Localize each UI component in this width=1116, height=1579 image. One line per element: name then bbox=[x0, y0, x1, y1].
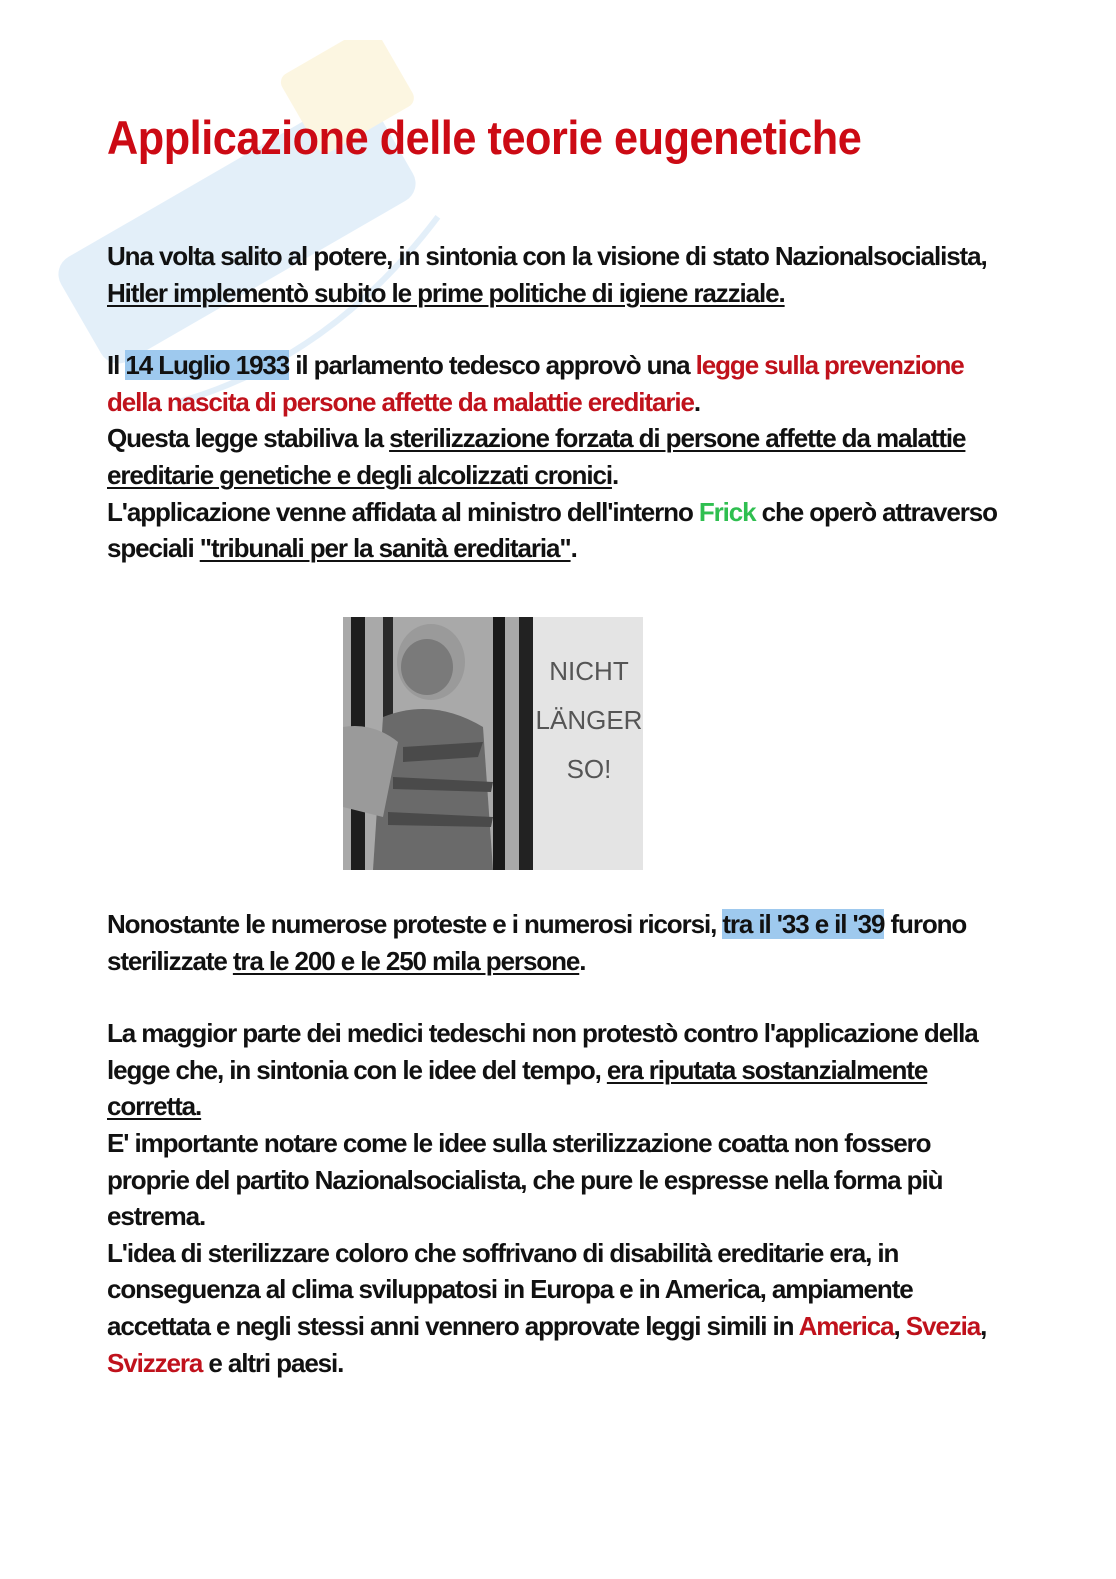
paragraph-law: Il 14 Luglio 1933 il parlamento tedesco approvò una legge sulla prevenzione della nascita di persone affette da malattie ereditarie. Questa legge stabiliva la sterilizzazione forzata di persone affette da malattie ereditarie genetiche e degli alcolizzati cronici. L'applicazione venne affidata al ministro dell'interno Frick che operò attraverso speciali "tribunali per la sanità ereditaria". bbox=[107, 350, 997, 564]
country-svezia: Svezia bbox=[905, 1310, 981, 1341]
underlined-phrase: tra le 200 e le 250 mila persone bbox=[232, 945, 580, 976]
underlined-phrase: Hitler implementò subito le prime politiche di igiene razziale. bbox=[107, 277, 785, 308]
paragraph-intro: Una volta salito al potere, in sintonia con la visione di stato Nazionalsocialista, Hitler implementò subito le prime politiche di igiene razziale. bbox=[107, 241, 987, 308]
underlined-phrase: sterilizzazione forzata di persone affette da malattie ereditarie genetiche e degli alcolizzati cronici bbox=[107, 423, 966, 490]
underlined-phrase: era riputata sostanzialmente corretta. bbox=[107, 1054, 928, 1122]
country-america: America bbox=[798, 1310, 894, 1341]
paragraph-protests: Nonostante le numerose proteste e i numerosi ricorsi, tra il '33 e il '39 furono sterilizzate tra le 200 e le 250 mila persone. bbox=[107, 909, 967, 976]
document-body bbox=[107, 108, 1007, 567]
minister-name: Frick bbox=[698, 496, 756, 527]
page-title: Applicazione delle teorie eugenetiche bbox=[107, 111, 862, 164]
historical-photo bbox=[343, 617, 643, 870]
highlighted-date: 14 Luglio 1933 bbox=[125, 350, 290, 381]
underlined-phrase: "tribunali per la sanità ereditaria" bbox=[199, 533, 571, 564]
paragraph-doctors: La maggior parte dei medici tedeschi non protestò contro l'applicazione della legge che, in sintonia con le idee del tempo, era riputata sostanzialmente corretta. E' importante notare come le idee sulla sterilizzazione coatta non fossero proprie del partito Nazionalsocialista, che pure le espresse nella forma più estrema. L'idea di sterilizzare coloro che soffrivano di disabilità ereditarie era, in conseguenza al clima sviluppatosi in Europa e in America, ampiamente accettata e negli stessi anni vennero approvate leggi simili in America, Svezia, Svizzera e altri paesi. bbox=[107, 1018, 987, 1378]
highlighted-years: tra il '33 e il '39 bbox=[722, 909, 885, 939]
law-name: legge sulla prevenzione della nascita di persone affette da malattie ereditarie bbox=[107, 350, 964, 417]
document-body-lower bbox=[107, 906, 1007, 1381]
country-svizzera: Svizzera bbox=[107, 1347, 203, 1378]
sign-text: NICHT LÄNGER SO! bbox=[535, 656, 643, 784]
